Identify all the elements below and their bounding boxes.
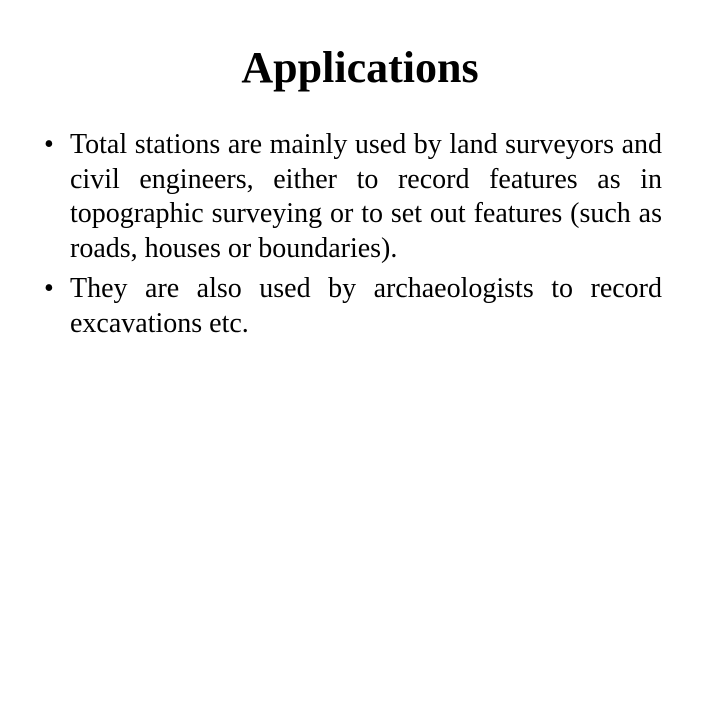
- bullet-text: They are also used by archaeologists to record excavations etc.: [70, 273, 662, 339]
- bullet-list: [44, 128, 662, 347]
- bullet-icon: •: [44, 129, 54, 160]
- bullet-text: Total stations are mainly used by land surveyors and civil engineers, either to record features as in topographic surveying or to set out features (such as roads, houses or boundaries).: [70, 129, 662, 264]
- bullet-item: [44, 272, 662, 341]
- bullet-item: [44, 128, 662, 266]
- bullet-icon: •: [44, 273, 54, 304]
- slide-title: Applications: [241, 43, 479, 92]
